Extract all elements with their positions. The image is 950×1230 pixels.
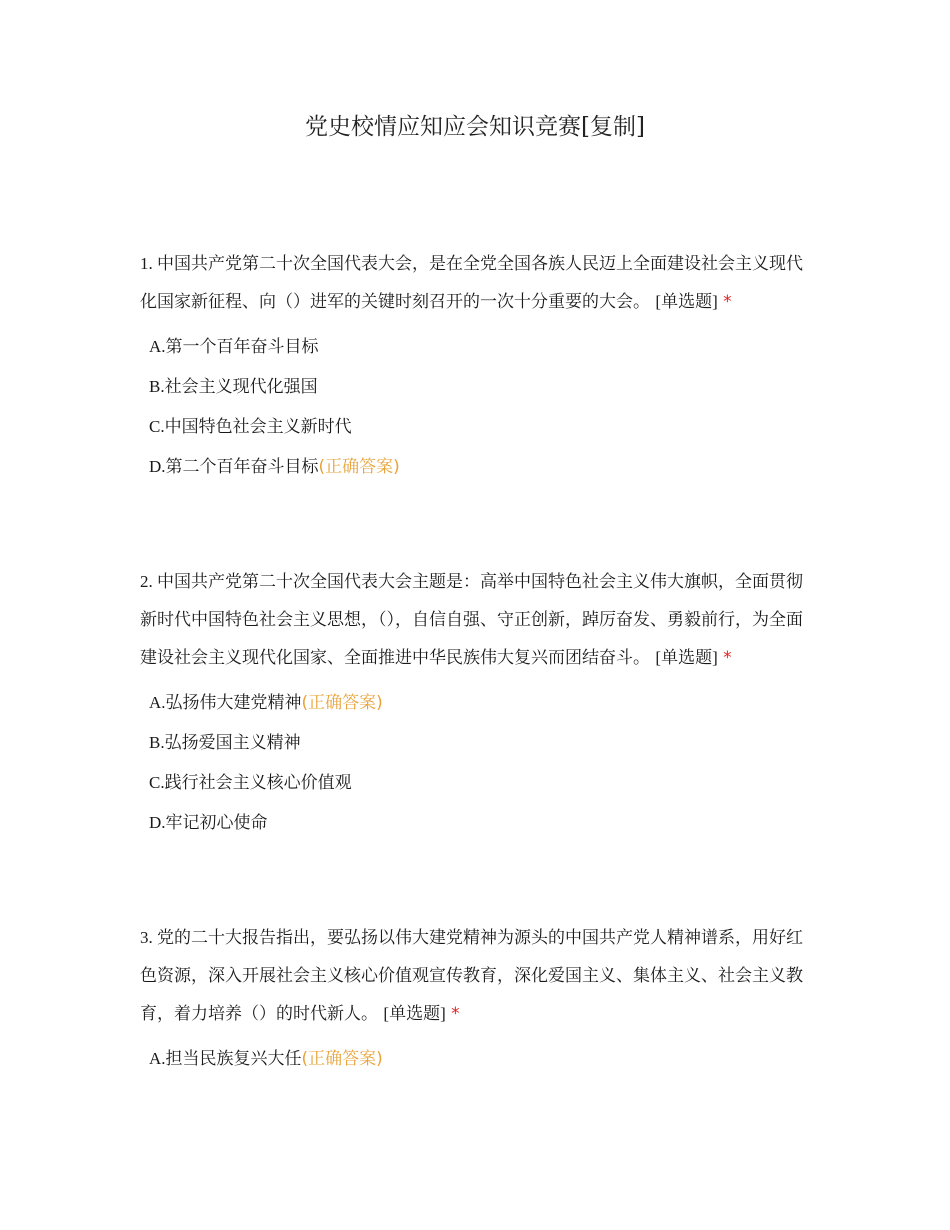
question-type: [单选题]: [655, 648, 718, 667]
option-a[interactable]: A.第一个百年奋斗目标: [149, 337, 319, 357]
correct-answer-mark: (正确答案): [301, 693, 383, 713]
option-list: [140, 1039, 816, 1079]
survey-title: 党史校情应知应会知识竞赛[复制]: [305, 114, 645, 140]
question-number: 2: [140, 572, 149, 591]
correct-answer-mark: (正确答案): [318, 457, 400, 477]
option-c[interactable]: C.践行社会主义核心价值观: [149, 773, 352, 793]
option-d[interactable]: D.牢记初心使命: [149, 813, 268, 833]
question-type: [单选题]: [383, 1004, 446, 1023]
question-text: 中国共产党第二十次全国代表大会主题是：高举中国特色社会主义伟大旗帜，全面贯彻新时代中国特色社会主义思想，（），自信自强、守正创新，踔厉奋发、勇毅前行，为全面建设社会主义现代化国家、全面推进中华民族伟大复兴而团结奋斗。: [140, 572, 803, 668]
question-1: [140, 245, 816, 487]
option-b[interactable]: B.社会主义现代化强国: [149, 377, 318, 397]
option-a[interactable]: A.弘扬伟大建党精神(正确答案): [149, 693, 383, 713]
question-2: [140, 563, 816, 843]
option-c[interactable]: C.中国特色社会主义新时代: [149, 417, 352, 437]
option-b[interactable]: B.弘扬爱国主义精神: [149, 733, 301, 753]
question-text: 中国共产党第二十次全国代表大会，是在全党全国各族人民迈上全面建设社会主义现代化国家新征程、向（）进军的关键时刻召开的一次十分重要的大会。: [140, 254, 803, 312]
question-number: 1: [140, 254, 149, 273]
required-star: *: [723, 292, 732, 312]
option-list: [140, 683, 816, 843]
correct-answer-mark: (正确答案): [301, 1049, 383, 1069]
question-text: 党的二十大报告指出，要弘扬以伟大建党精神为源头的中国共产党人精神谱系，用好红色资源，深入开展社会主义核心价值观宣传教育，深化爱国主义、集体主义、社会主义教育，着力培养（）的时代新人。: [140, 928, 803, 1024]
question-stem: 1. 中国共产党第二十次全国代表大会，是在全党全国各族人民迈上全面建设社会主义现代化国家新征程、向（）进军的关键时刻召开的一次十分重要的大会。 [单选题] *: [140, 254, 803, 312]
required-star: *: [723, 648, 732, 668]
question-type: [单选题]: [655, 292, 718, 311]
option-a[interactable]: A.担当民族复兴大任(正确答案): [149, 1049, 383, 1069]
option-d[interactable]: D.第二个百年奋斗目标(正确答案): [149, 457, 400, 477]
question-stem: 2. 中国共产党第二十次全国代表大会主题是：高举中国特色社会主义伟大旗帜，全面贯彻新时代中国特色社会主义思想，（），自信自强、守正创新，踔厉奋发、勇毅前行，为全面建设社会主义现代化国家、全面推进中华民族伟大复兴而团结奋斗。 [单选题] *: [140, 572, 803, 668]
question-stem: 3. 党的二十大报告指出，要弘扬以伟大建党精神为源头的中国共产党人精神谱系，用好红色资源，深入开展社会主义核心价值观宣传教育，深化爱国主义、集体主义、社会主义教育，着力培养（）的时代新人。 [单选题] *: [140, 928, 803, 1024]
required-star: *: [451, 1004, 460, 1024]
option-list: [140, 327, 816, 487]
question-3: [140, 919, 816, 1079]
question-number: 3: [140, 928, 149, 947]
